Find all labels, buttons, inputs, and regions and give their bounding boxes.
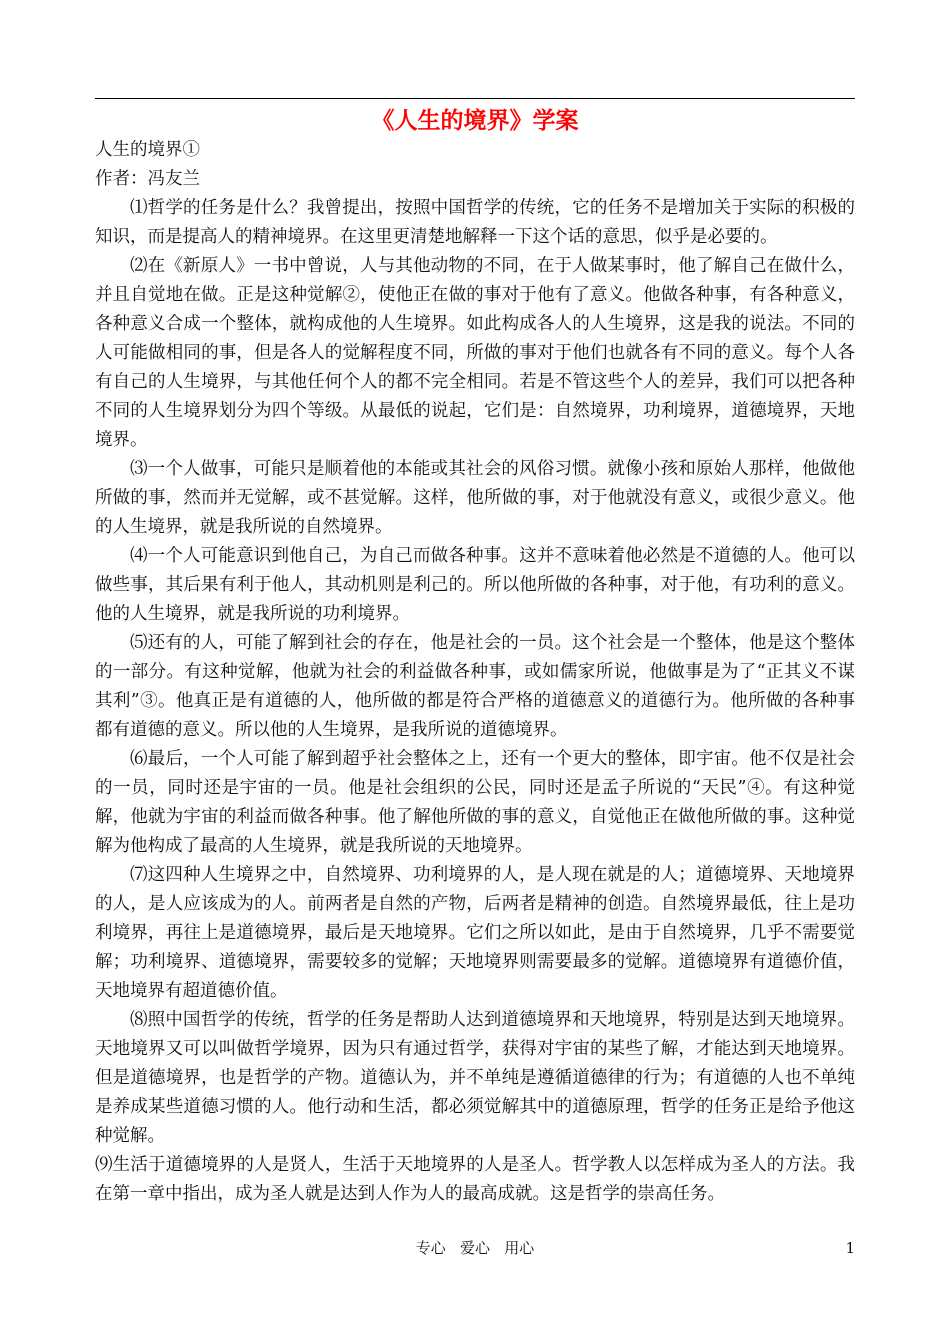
document-title: 《人生的境界》学案 bbox=[371, 107, 579, 134]
paragraph-9: ⑼生活于道德境界的人是贤人，生活于天地境界的人是圣人。哲学教人以怎样成为圣人的方法。我在第一章中指出，成为圣人就是达到人作为人的最高成就。这是哲学的崇高任务。 bbox=[95, 1155, 855, 1204]
document-body bbox=[95, 136, 855, 1209]
paragraph-3: ⑶一个人做事，可能只是顺着他的本能或其社会的风俗习惯。就像小孩和原始人那样，他做他所做的事，然而并无觉解，或不甚觉解。这样，他所做的事，对于他就没有意义，或很少意义。他的人生境界，就是我所说的自然境界。 bbox=[95, 459, 855, 537]
author-line: 作者：冯友兰 bbox=[95, 169, 200, 189]
header-rule bbox=[95, 98, 855, 99]
paragraph-1: ⑴哲学的任务是什么？我曾提出，按照中国哲学的传统，它的任务不是增加关于实际的积极的知识，而是提高人的精神境界。在这里更清楚地解释一下这个话的意思，似乎是必要的。 bbox=[95, 198, 855, 247]
subtitle: 人生的境界① bbox=[95, 140, 200, 160]
paragraph-7: ⑺这四种人生境界之中，自然境界、功利境界的人，是人现在就是的人；道德境界、天地境界的人，是人应该成为的人。前两者是自然的产物，后两者是精神的创造。自然境界最低，往上是功利境界，再往上是道德境界，最后是天地境界。它们之所以如此，是由于自然境界，几乎不需要觉解；功利境界、道德境界，需要较多的觉解；天地境界则需要最多的觉解。道德境界有道德价值，天地境界有超道德价值。 bbox=[95, 865, 855, 1001]
footer-motto: 专心 爱心 用心 bbox=[415, 1239, 535, 1257]
paragraph-6: ⑹最后，一个人可能了解到超乎社会整体之上，还有一个更大的整体，即宇宙。他不仅是社会的一员，同时还是宇宙的一员。他是社会组织的公民，同时还是孟子所说的“天民”④。有这种觉解，他就为宇宙的利益而做各种事。他了解他所做的事的意义，自觉他正在做他所做的事。这种觉解为他构成了最高的人生境界，就是我所说的天地境界。 bbox=[95, 749, 855, 856]
page-footer bbox=[95, 1235, 855, 1261]
page-number: 1 bbox=[845, 1239, 855, 1257]
paragraph-5: ⑸还有的人，可能了解到社会的存在，他是社会的一员。这个社会是一个整体，他是这个整体的一部分。有这种觉解，他就为社会的利益做各种事，或如儒家所说，他做事是为了“正其义不谋其利”③。他真正是有道德的人，他所做的都是符合严格的道德意义的道德行为。他所做的各种事都有道德的意义。所以他的人生境界，是我所说的道德境界。 bbox=[95, 633, 855, 740]
paragraph-2: ⑵在《新原人》一书中曾说，人与其他动物的不同，在于人做某事时，他了解自己在做什么，并且自觉地在做。正是这种觉解②，使他正在做的事对于他有了意义。他做各种事，有各种意义，各种意义合成一个整体，就构成他的人生境界。如此构成各人的人生境界，这是我的说法。不同的人可能做相同的事，但是各人的觉解程度不同，所做的事对于他们也就各有不同的意义。每个人各有自己的人生境界，与其他任何个人的都不完全相同。若是不管这些个人的差异，我们可以把各种不同的人生境界划分为四个等级。从最低的说起，它们是：自然境界，功利境界，道德境界，天地境界。 bbox=[95, 256, 855, 450]
paragraph-4: ⑷一个人可能意识到他自己，为自己而做各种事。这并不意味着他必然是不道德的人。他可以做些事，其后果有利于他人，其动机则是利己的。所以他所做的各种事，对于他，有功利的意义。他的人生境界，就是我所说的功利境界。 bbox=[95, 546, 855, 624]
paragraph-8: ⑻照中国哲学的传统，哲学的任务是帮助人达到道德境界和天地境界，特别是达到天地境界。天地境界又可以叫做哲学境界，因为只有通过哲学，获得对宇宙的某些了解，才能达到天地境界。但是道德境界，也是哲学的产物。道德认为，并不单纯是遵循道德律的行为；有道德的人也不单纯是养成某些道德习惯的人。他行动和生活，都必须觉解其中的道德原理，哲学的任务正是给予他这种觉解。 bbox=[95, 1010, 855, 1146]
